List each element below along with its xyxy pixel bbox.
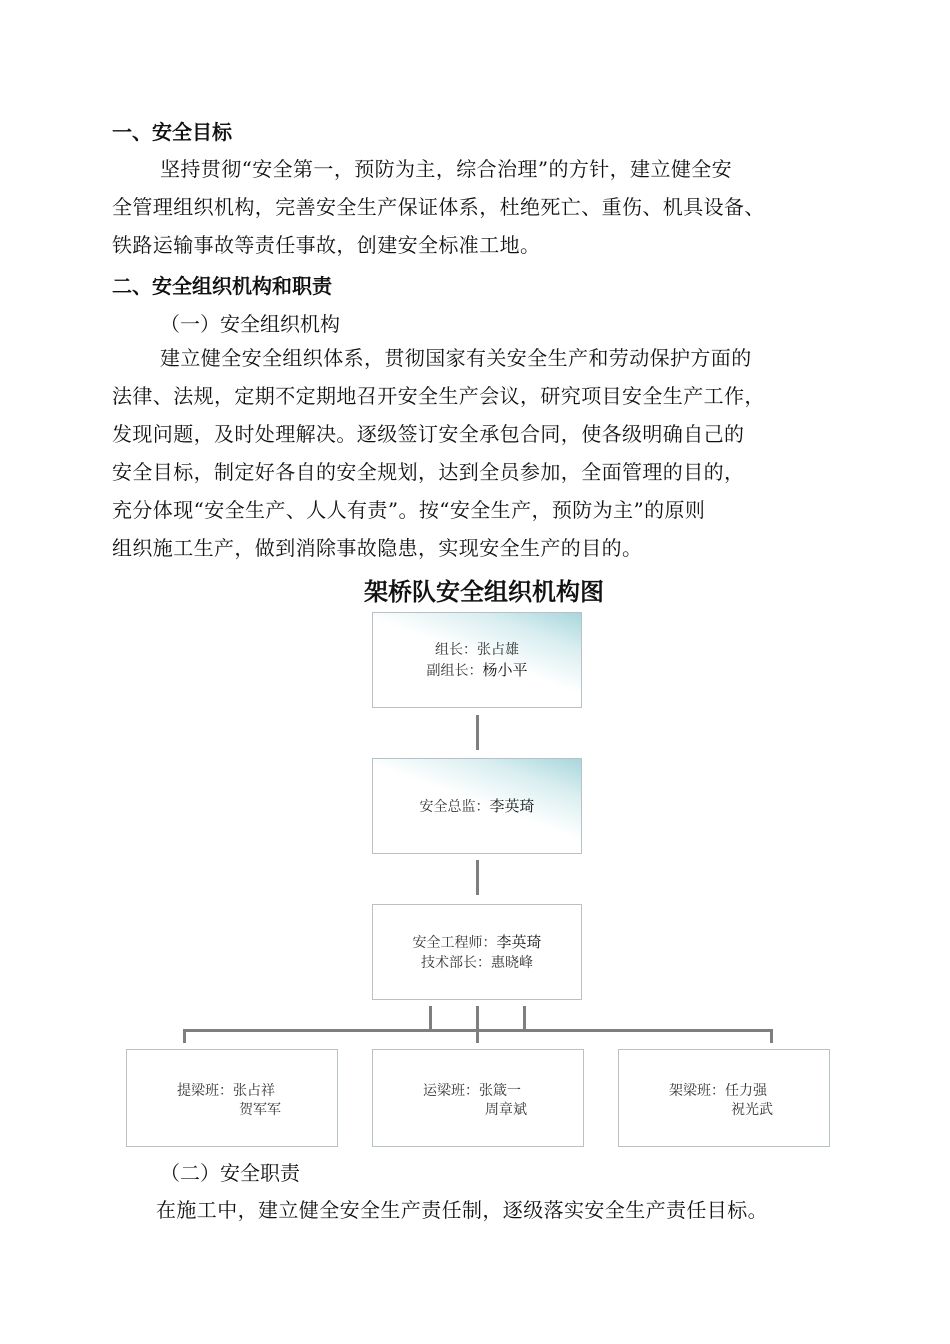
deputy-leader-row xyxy=(426,660,527,681)
connector-leader-supervisor xyxy=(476,715,479,750)
section2-line-1: 建立健全安全组织体系，贯彻国家有关安全生产和劳动保护方面的 xyxy=(160,346,752,370)
connector-team-left xyxy=(183,1029,186,1043)
engineer-box xyxy=(372,904,582,1000)
section1-line-1: 坚持贯彻“安全第一，预防为主，综合治理”的方针，建立健全安 xyxy=(160,157,733,181)
tech-director-label: 技术部长：惠晓峰 xyxy=(421,954,533,971)
section2-line-3: 发现问题，及时处理解决。逐级签订安全承包合同，使各级明确自己的 xyxy=(112,422,745,446)
subsection2-heading: （二）安全职责 xyxy=(160,1161,300,1185)
team-transport-line2: 周章斌 xyxy=(485,1102,527,1118)
leader-box xyxy=(372,612,582,708)
team-transport-line1: 运梁班：张箴一 xyxy=(423,1083,521,1099)
engineer-label: 安全工程师： xyxy=(412,934,497,951)
team-box-transport xyxy=(372,1049,584,1147)
org-chart-title: 架桥队安全组织机构图 xyxy=(364,578,604,606)
supervisor-box xyxy=(372,758,582,854)
team-box-erection xyxy=(618,1049,830,1147)
supervisor-label: 安全总监： xyxy=(419,798,490,815)
section2-heading: 二、安全组织机构和职责 xyxy=(112,274,332,298)
team-lifting-line2: 贺军军 xyxy=(239,1102,281,1118)
section2-line-5: 充分体现“安全生产、人人有责”。按“安全生产，预防为主”的原则 xyxy=(112,498,706,522)
team-box-lifting xyxy=(126,1049,338,1147)
team-erection-line1: 架梁班：任力强 xyxy=(669,1083,767,1099)
engineer-row xyxy=(412,932,541,953)
connector-team-center xyxy=(476,1029,479,1043)
subsection1-heading: （一）安全组织机构 xyxy=(160,312,340,336)
section2-last-line: 在施工中，建立健全安全生产责任制，逐级落实安全生产责任目标。 xyxy=(156,1198,768,1222)
section2-line-2: 法律、法规，定期不定期地召开安全生产会议，研究项目安全生产工作， xyxy=(112,384,765,408)
team-erection-line2: 祝光武 xyxy=(731,1102,773,1118)
section2-line-4: 安全目标，制定好各自的安全规划，达到全员参加，全面管理的目的， xyxy=(112,460,745,484)
deputy-leader-label: 副组长： xyxy=(426,662,483,679)
team-lifting-line1: 提梁班：张占祥 xyxy=(177,1083,275,1099)
supervisor-row xyxy=(419,796,534,817)
engineer-name: 李英琦 xyxy=(496,932,542,951)
connector-supervisor-engineer xyxy=(476,860,479,895)
connector-team-right xyxy=(770,1029,773,1043)
leader-label: 组长：张占雄 xyxy=(435,641,519,658)
supervisor-name: 李英琦 xyxy=(489,796,535,815)
section1-heading: 一、安全目标 xyxy=(112,120,232,144)
section1-line-3: 铁路运输事故等责任事故，创建安全标准工地。 xyxy=(112,233,541,257)
section2-line-6: 组织施工生产，做到消除事故隐患，实现安全生产的目的。 xyxy=(112,536,643,560)
deputy-leader-name: 杨小平 xyxy=(482,660,528,679)
section1-line-2: 全管理组织机构，完善安全生产保证体系，杜绝死亡、重伤、机具设备、 xyxy=(112,195,765,219)
